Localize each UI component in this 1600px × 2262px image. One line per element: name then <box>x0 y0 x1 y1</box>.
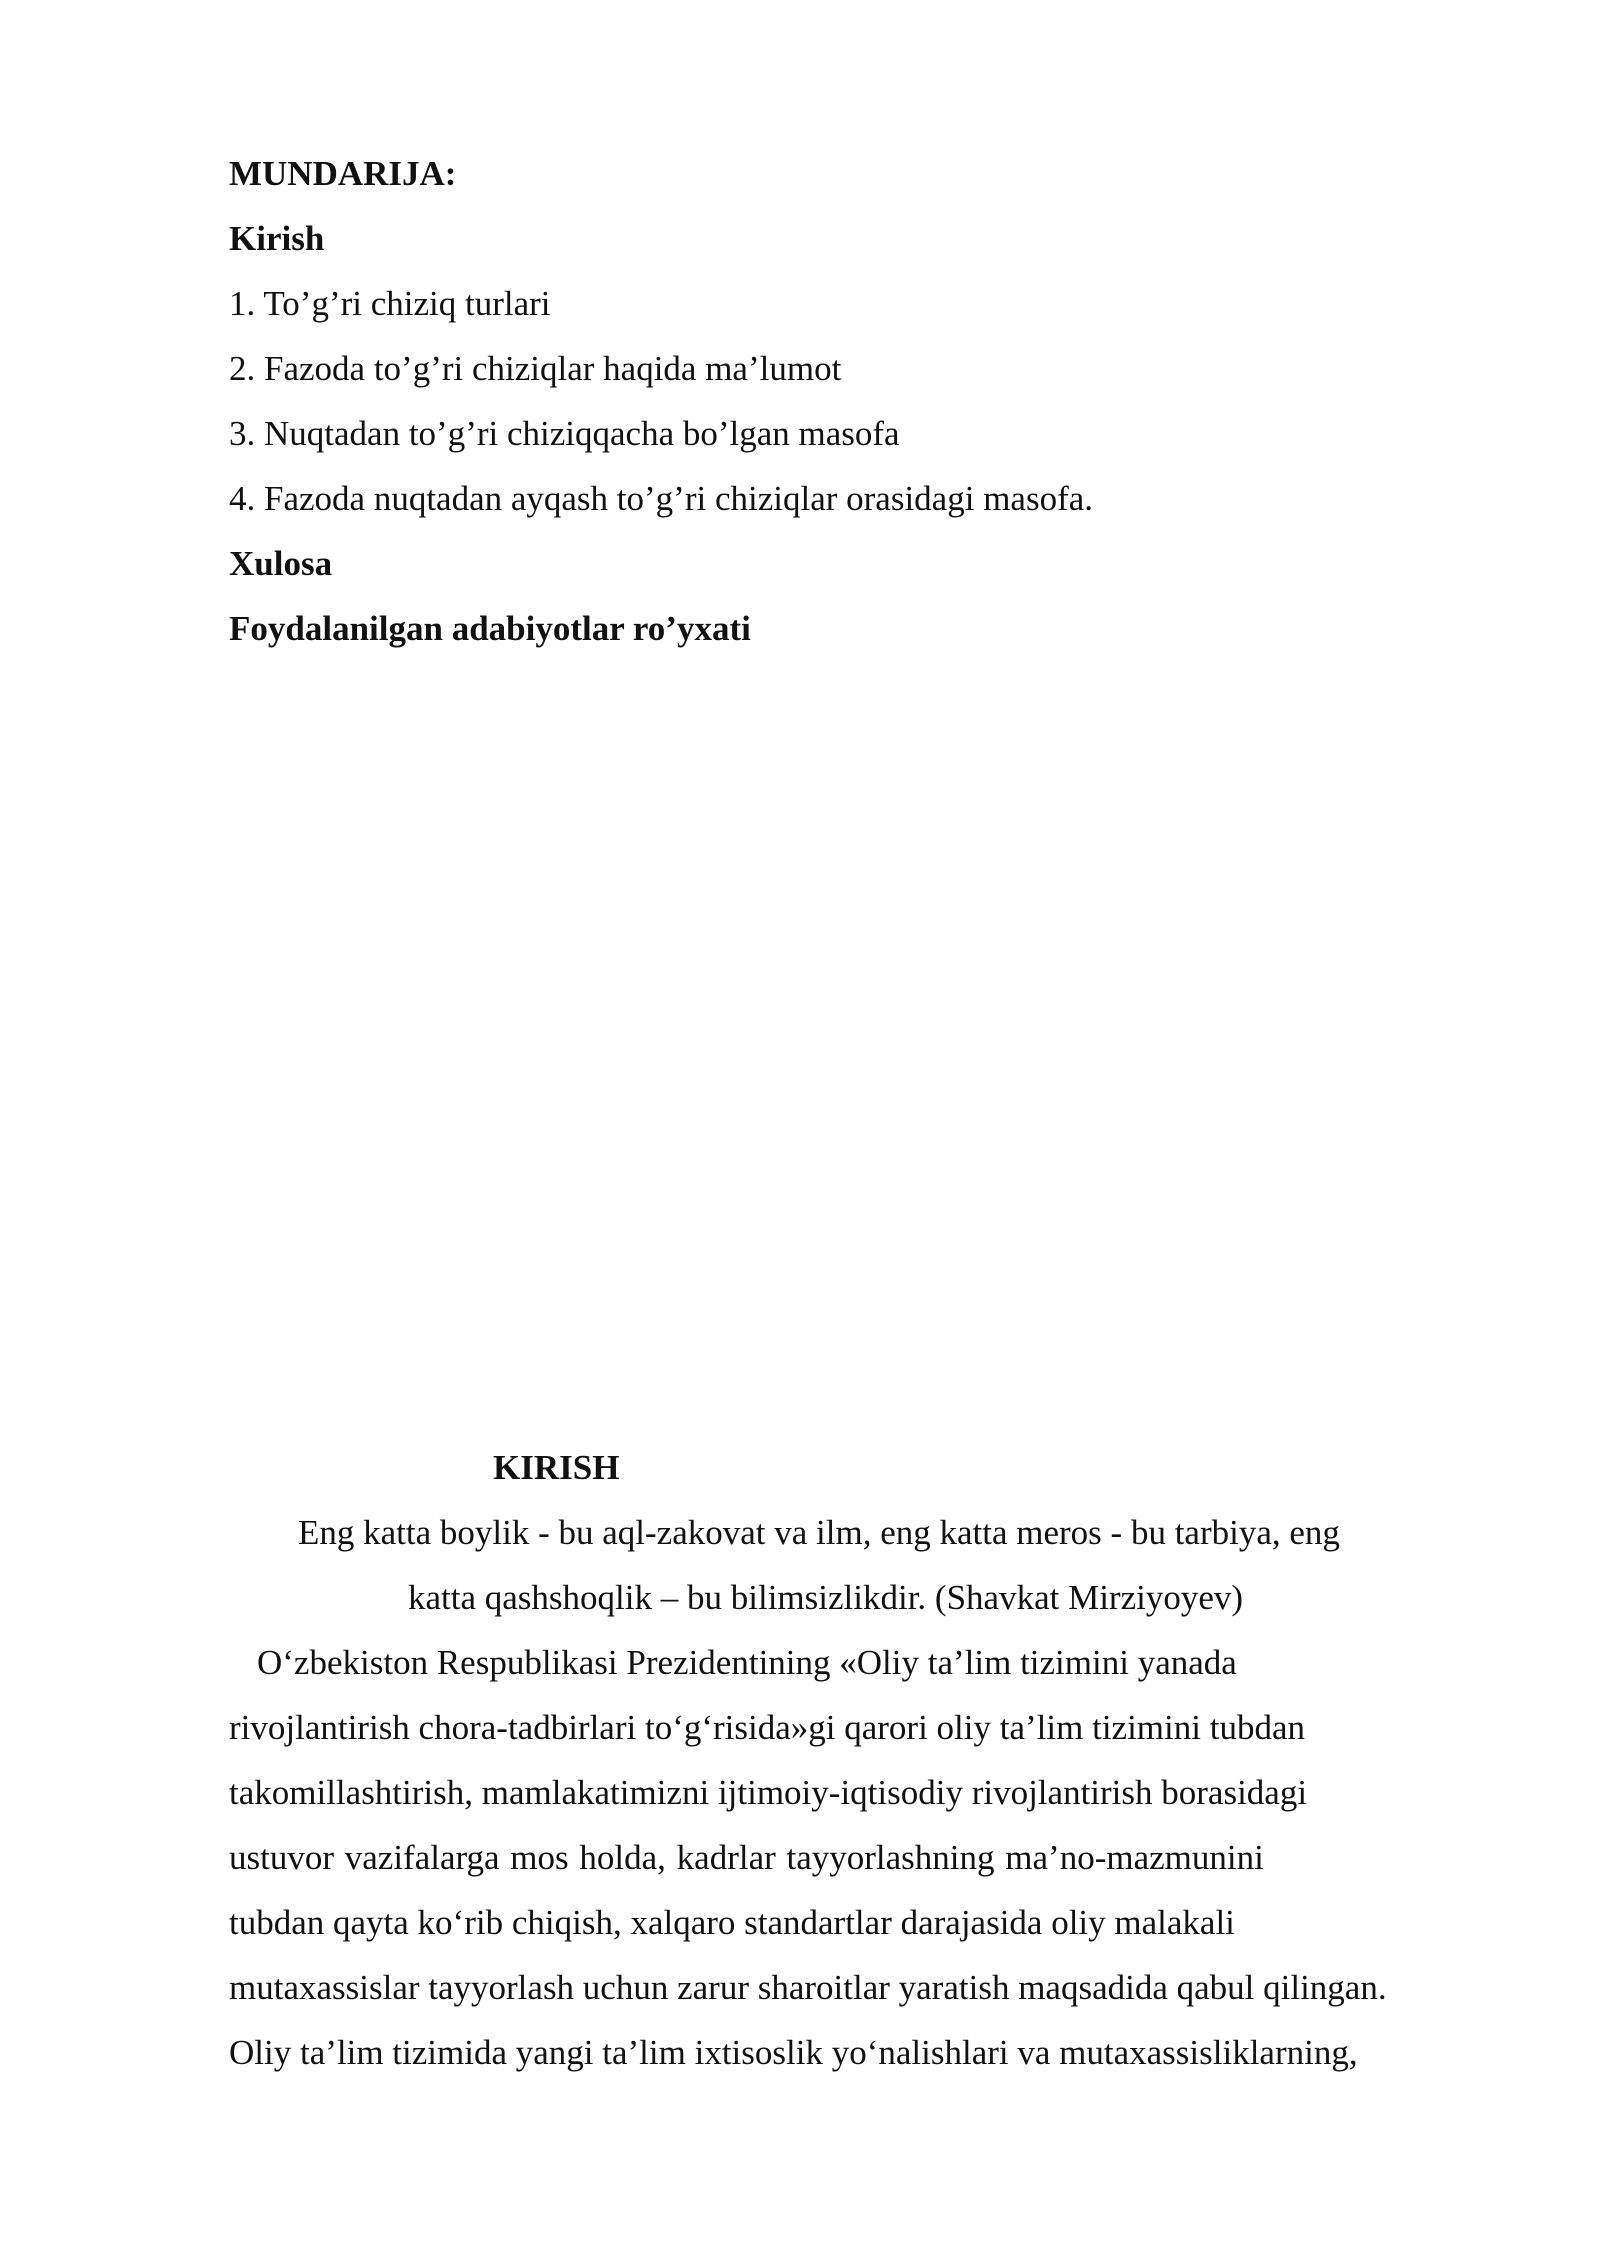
toc-item-2: 2. Fazoda to’g’ri chiziqlar haqida ma’lumot <box>229 349 842 388</box>
paragraph-line-5: tubdan qayta ko‘rib chiqish, xalqaro standartlar darajasida oliy malakali <box>229 1903 1235 1942</box>
toc-item-1: 1. To’g’ri chiziq turlari <box>229 284 551 323</box>
epigraph-line-2: katta qashshoqlik – bu bilimsizlikdir. (Shavkat Mirziyoyev) <box>408 1578 1244 1617</box>
epigraph-line-1: Eng katta boylik - bu aql-zakovat va ilm, eng katta meros - bu tarbiya, eng <box>298 1513 1340 1552</box>
paragraph-line-3: takomillashtirish, mamlakatimizni ijtimoiy-iqtisodiy rivojlantirish borasidagi <box>229 1773 1308 1812</box>
paragraph-line-2: rivojlantirish chora-tadbirlari to‘g‘risida»gi qarori oliy ta’lim tizimini tubdan <box>229 1708 1305 1747</box>
paragraph-line-4: ustuvor vazifalarga mos holda, kadrlar tayyorlashning ma’no-mazmunini <box>229 1838 1264 1877</box>
toc-item-3: 3. Nuqtadan to’g’ri chiziqqacha bo’lgan masofa <box>229 414 900 453</box>
paragraph-line-1: O‘zbekiston Respublikasi Prezidentining «Oliy ta’lim tizimini yanada <box>257 1643 1237 1682</box>
section-title: KIRISH <box>493 1448 620 1487</box>
paragraph-line-7: Oliy ta’lim tizimida yangi ta’lim ixtisoslik yo‘nalishlari va mutaxassisliklarning, <box>229 2033 1358 2072</box>
paragraph-line-6: mutaxassislar tayyorlash uchun zarur sharoitlar yaratish maqsadida qabul qilingan. <box>229 1968 1387 2007</box>
toc-item-4: 4. Fazoda nuqtadan ayqash to’g’ri chiziqlar orasidagi masofa. <box>229 479 1094 518</box>
toc-heading: MUNDARIJA: <box>229 154 457 193</box>
toc-conclusion: Xulosa <box>229 544 333 583</box>
toc-references: Foydalanilgan adabiyotlar ro’yxati <box>229 609 751 648</box>
toc-intro: Kirish <box>229 219 325 258</box>
